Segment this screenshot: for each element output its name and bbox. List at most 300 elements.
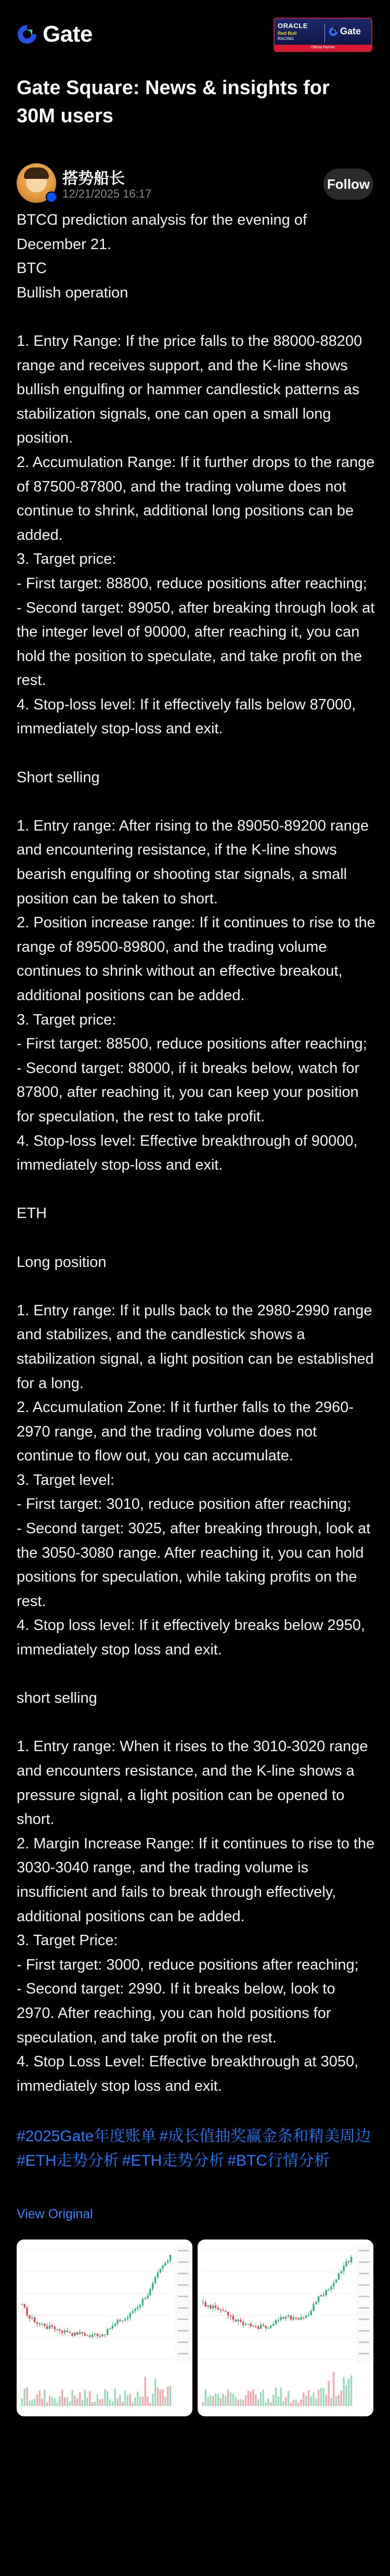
candle-body <box>341 2271 342 2273</box>
hashtag-link[interactable]: #2025Gate年度账单 <box>17 2128 157 2145</box>
volume-bar <box>142 2397 144 2406</box>
price-scale-tick <box>359 2250 369 2251</box>
volume-bar <box>149 2403 151 2406</box>
post-timestamp: 12/21/2025 16:17 <box>62 187 152 200</box>
volume-bar <box>270 2402 271 2406</box>
volume-bar <box>267 2398 269 2406</box>
hashtag-link[interactable]: #成长值抽奖赢金条和精美周边 <box>159 2128 371 2145</box>
volume-bar <box>227 2390 229 2406</box>
volume-bar <box>39 2391 41 2406</box>
candle-body <box>154 2277 156 2283</box>
candle-body <box>305 2315 307 2318</box>
top-bar <box>0 0 390 68</box>
volume-bar <box>79 2392 81 2406</box>
volume-bar <box>107 2391 108 2406</box>
volume-bar <box>323 2388 324 2406</box>
candle-body <box>112 2326 113 2328</box>
gate-small-logo-icon <box>329 27 338 36</box>
post-line: 3. Target level: <box>17 1471 115 1488</box>
sponsor-gate <box>329 26 361 37</box>
volume-bar <box>255 2394 256 2406</box>
post-line: 4. Stop-loss level: Effective breakthrough of 90000, immediately stop-loss and exit. <box>17 1132 362 1174</box>
volume-bar <box>49 2396 50 2406</box>
candle-body <box>157 2272 159 2277</box>
candle-body <box>272 2324 274 2326</box>
volume-bar <box>127 2396 128 2406</box>
candle-body <box>44 2324 45 2326</box>
volume-bar <box>240 2399 241 2406</box>
candle-body <box>122 2321 123 2322</box>
candle-body <box>39 2324 41 2325</box>
candle-body <box>275 2320 277 2324</box>
volume-bar <box>122 2402 123 2406</box>
price-scale-tick <box>178 2261 188 2263</box>
candle-body <box>265 2326 267 2328</box>
volume-bar <box>145 2377 146 2406</box>
volume-bar <box>202 2402 204 2406</box>
volume-bar <box>97 2394 98 2406</box>
candle-body <box>260 2325 262 2329</box>
brand-name: Gate <box>43 21 93 47</box>
candle-body <box>345 2261 347 2266</box>
volume-bar <box>330 2398 332 2406</box>
post-line: Short selling <box>17 769 100 786</box>
candle-body <box>293 2318 294 2320</box>
post-line: 3. Target price: <box>17 551 116 568</box>
candle-body <box>116 2320 118 2323</box>
candle-body <box>69 2332 71 2333</box>
volume-bar <box>225 2396 226 2406</box>
candle-body <box>303 2317 304 2318</box>
candle-body <box>114 2324 116 2326</box>
hashtag-link[interactable]: #ETH走势分析 <box>122 2152 225 2169</box>
volume-bar <box>335 2396 337 2406</box>
candle-body <box>315 2302 317 2304</box>
candle-body <box>328 2289 329 2290</box>
volume-bar <box>263 2390 264 2406</box>
candle-body <box>21 2304 23 2305</box>
hashtag-link[interactable]: #ETH走势分析 <box>17 2152 119 2169</box>
candle-body <box>310 2311 312 2315</box>
post-line: 4. Stop Loss Level: Effective breakthrough at 3050, immediately stop loss and exit. <box>17 2053 363 2094</box>
candle-body <box>245 2324 246 2325</box>
volume-bar <box>212 2396 214 2406</box>
candle-body <box>333 2283 334 2286</box>
post-line: - First target: 88500, reduce positions after reaching; <box>17 1035 367 1053</box>
candle-body <box>94 2334 96 2335</box>
volume-bar <box>295 2399 297 2406</box>
volume-bar <box>237 2400 239 2406</box>
sponsor-line-2: Red Bull <box>278 31 297 36</box>
price-scale-tick <box>359 2296 369 2297</box>
volume-bar <box>290 2403 292 2406</box>
post-line <box>17 789 375 814</box>
price-scale-tick <box>178 2307 188 2309</box>
volume-bar <box>318 2390 319 2406</box>
candle-body <box>142 2299 144 2305</box>
candle-body <box>109 2328 111 2329</box>
volume-bar <box>26 2387 28 2406</box>
verified-badge-icon <box>46 191 57 203</box>
candle-body <box>92 2335 93 2337</box>
volume-bar <box>248 2391 249 2406</box>
candle-body <box>160 2269 161 2272</box>
price-scale-tick <box>359 2307 369 2309</box>
volume-bar <box>282 2401 284 2406</box>
candle-body <box>270 2326 271 2328</box>
candle-body <box>205 2302 206 2307</box>
price-scale-tick <box>178 2284 188 2286</box>
chart-image-2[interactable] <box>198 2240 373 2416</box>
volume-bar <box>24 2389 25 2406</box>
post-line: 1. Entry range: If it pulls back to the 2980-2990 range and stabilizes, and the candlestick shows a stabilization signal, a light position can be established for a long. <box>17 1302 378 1392</box>
candle-body <box>250 2324 252 2326</box>
price-scale-tick <box>178 2296 188 2297</box>
volume-bar <box>99 2399 101 2406</box>
post-line: BTCⱭ prediction analysis for the evening of December 21. <box>17 212 311 253</box>
candle-body <box>162 2266 163 2269</box>
view-original-link[interactable]: View Original <box>17 2207 93 2221</box>
candle-body <box>84 2333 86 2336</box>
volume-bar <box>305 2396 307 2406</box>
volume-bar <box>348 2379 349 2406</box>
volume-bar <box>116 2398 118 2406</box>
candle-body <box>34 2318 35 2322</box>
volume-bar <box>328 2381 329 2406</box>
post-content <box>17 208 380 2098</box>
candle-body <box>323 2295 324 2296</box>
gate-logo[interactable] <box>17 21 93 48</box>
volume-bar <box>272 2395 274 2406</box>
volume-bar <box>67 2398 68 2406</box>
candle-body <box>242 2322 244 2325</box>
post-line <box>17 1177 375 1202</box>
price-scale-tick <box>178 2330 188 2332</box>
volume-bar <box>341 2391 342 2406</box>
volume-bar <box>36 2394 38 2406</box>
candle-body <box>220 2310 222 2311</box>
volume-bar <box>265 2402 267 2406</box>
chart-image-1[interactable] <box>17 2240 192 2416</box>
candle-body <box>127 2318 128 2319</box>
volume-bar <box>320 2388 322 2406</box>
follow-button[interactable]: Follow <box>323 169 373 200</box>
post-line: - First target: 3010, reduce position after reaching; <box>17 1496 352 1513</box>
volume-bar <box>245 2396 246 2406</box>
candle-body <box>134 2309 136 2311</box>
candle-body <box>227 2312 229 2315</box>
sponsor-oracle-redbull <box>278 22 322 46</box>
price-scale-tick <box>178 2341 188 2343</box>
candle-body <box>248 2324 249 2325</box>
candle-body <box>217 2308 219 2309</box>
post-line <box>17 1274 375 1299</box>
candle-body <box>313 2304 314 2311</box>
post-line: - First target: 88800, reduce positions after reaching; <box>17 575 367 592</box>
candle-body <box>290 2315 292 2320</box>
volume-bar <box>59 2397 60 2406</box>
volume-bar <box>112 2402 113 2406</box>
candle-body <box>132 2311 133 2313</box>
volume-bar <box>230 2392 231 2406</box>
post-line: 1. Entry range: After rising to the 89050-89200 range and encountering resistance, if the K-line shows bearish engulfing or shooting star signals, a small position can be taken to short. <box>17 817 373 907</box>
volume-bar <box>235 2397 237 2406</box>
eth-candlestick-chart-image <box>198 2240 373 2416</box>
candle-body <box>49 2325 50 2329</box>
candle-body <box>99 2336 101 2337</box>
post-line: Long position <box>17 1253 107 1271</box>
post-line: - Second target: 3025, after breaking through, look at the 3050-3080 range. After reaching it, you can hold positions for speculation, while taking profits on the rest. <box>17 1520 375 1610</box>
volume-bar <box>222 2394 224 2406</box>
candle-body <box>149 2289 151 2295</box>
candle-body <box>137 2307 138 2309</box>
volume-bar <box>326 2395 327 2406</box>
volume-bar <box>210 2395 211 2406</box>
candle-body <box>104 2334 106 2335</box>
post-line: 1. Entry Range: If the price falls to the 88000-88200 range and receives support, and the K-line shows bullish engulfing or hammer candlestick patterns as stabilization signals, one can open a small long position. <box>17 332 367 447</box>
volume-bar <box>152 2393 153 2406</box>
candle-body <box>335 2280 337 2283</box>
candle-body <box>97 2334 98 2336</box>
price-scale-tick <box>178 2250 188 2251</box>
price-scale-tick <box>359 2284 369 2286</box>
volume-bar <box>275 2388 277 2406</box>
post-line <box>17 741 375 766</box>
volume-bar <box>220 2398 222 2406</box>
volume-bar <box>167 2387 168 2406</box>
post-line: - Second target: 89050, after breaking through look at the integer level of 90000, after reaching it, you can hold the position to speculate, and take profit on the rest. <box>17 599 379 689</box>
candle-body <box>350 2257 352 2262</box>
candle-body <box>74 2332 75 2336</box>
post-line: Bullish operation <box>17 284 128 301</box>
volume-bar <box>29 2401 30 2406</box>
price-scale-tick <box>359 2273 369 2274</box>
candle-body <box>61 2331 63 2333</box>
candle-body <box>215 2306 216 2308</box>
price-scale-tick <box>178 2273 188 2274</box>
candle-body <box>147 2295 148 2298</box>
candle-body <box>300 2317 302 2320</box>
volume-bar <box>46 2402 48 2406</box>
candle-body <box>89 2335 90 2337</box>
candle-body <box>79 2332 81 2335</box>
volume-bar <box>215 2393 216 2406</box>
volume-bar <box>257 2400 259 2406</box>
sponsor-partner-name: Gate <box>340 26 361 36</box>
candle-body <box>257 2327 259 2329</box>
post-line <box>17 1711 375 1735</box>
volume-bar <box>300 2399 302 2406</box>
candle-body <box>295 2318 297 2319</box>
volume-bar <box>34 2399 35 2406</box>
volume-bar <box>64 2397 66 2406</box>
candle-body <box>31 2318 33 2319</box>
volume-bar <box>74 2395 75 2406</box>
volume-bar <box>313 2392 314 2406</box>
author-name[interactable]: 搭势船长 <box>62 170 125 187</box>
volume-bar <box>89 2391 90 2406</box>
post-line: - Second target: 2990. If it breaks below, look to 2970. After reaching, you can hold positions for speculation, and take profit on the rest. <box>17 1980 340 2046</box>
post-line: 4. Stop loss level: If it effectively breaks below 2950, immediately stop loss and exit. <box>17 1617 370 1659</box>
candle-body <box>170 2255 171 2261</box>
candle-body <box>119 2320 121 2321</box>
volume-bar <box>315 2399 317 2406</box>
sponsor-divider <box>324 24 325 43</box>
candle-body <box>320 2295 322 2297</box>
candle-body <box>29 2315 30 2319</box>
post-line: short selling <box>17 1690 97 1707</box>
candle-body <box>326 2290 327 2295</box>
volume-bar <box>137 2392 138 2406</box>
author-row <box>17 161 373 203</box>
candle-body <box>232 2316 234 2320</box>
candle-body <box>255 2326 256 2327</box>
volume-bar <box>242 2400 244 2406</box>
volume-bar <box>56 2403 58 2406</box>
candle-body <box>288 2315 289 2316</box>
volume-bar <box>139 2397 141 2406</box>
volume-bar <box>252 2389 254 2406</box>
volume-bar <box>124 2391 126 2406</box>
candle-body <box>338 2273 340 2279</box>
volume-bar <box>157 2388 159 2406</box>
candle-body <box>51 2325 53 2327</box>
candle-body <box>207 2305 209 2307</box>
volume-bar <box>280 2388 282 2406</box>
candle-body <box>240 2320 241 2322</box>
candle-body <box>107 2329 108 2335</box>
candle-body <box>285 2316 287 2319</box>
volume-bar <box>101 2399 103 2406</box>
volume-bar <box>333 2372 334 2406</box>
candle-body <box>145 2298 146 2299</box>
candle-body <box>139 2305 141 2307</box>
sponsor-banner[interactable] <box>274 18 372 52</box>
volume-bar <box>345 2385 347 2406</box>
volume-bar <box>160 2390 161 2406</box>
candle-body <box>348 2261 349 2262</box>
post-line: 4. Stop-loss level: If it effectively falls below 87000, immediately stop-loss and exit. <box>17 696 360 737</box>
candle-body <box>54 2327 56 2329</box>
candle-body <box>64 2331 66 2333</box>
volume-bar <box>147 2397 148 2406</box>
volume-bar <box>51 2397 53 2406</box>
post-line: 2. Margin Increase Range: If it continues to rise to the 3030-3040 range, and the trading volume is insufficient and fails to break through effectively, additional positions can be added. <box>17 1835 379 1925</box>
candle-body <box>230 2315 231 2316</box>
volume-bar <box>250 2392 252 2406</box>
volume-bar <box>114 2389 116 2406</box>
volume-bar <box>21 2399 23 2406</box>
candle-body <box>202 2302 204 2303</box>
sponsor-line-3: RACING <box>278 36 294 41</box>
volume-bar <box>31 2400 33 2406</box>
candle-body <box>86 2335 88 2336</box>
post-line: 3. Target Price: <box>17 1932 118 1949</box>
volume-bar <box>170 2386 171 2406</box>
post-line: 1. Entry range: When it rises to the 3010-3020 range and encounters resistance, and the K-line shows a pressure signal, a light position can be opened to short. <box>17 1738 372 1828</box>
post-line: BTC <box>17 260 47 277</box>
price-scale-tick <box>359 2261 369 2263</box>
candle-body <box>222 2310 224 2311</box>
candle-body <box>164 2263 166 2266</box>
volume-bar <box>119 2395 121 2406</box>
candle-body <box>252 2326 254 2327</box>
candle-body <box>59 2329 60 2331</box>
post-line: 2. Position increase range: If it continues to rise to the range of 89500-89800, and the trading volume continues to shrink without an effective breakout, additional positions can be added. <box>17 914 380 1004</box>
post-line: 3. Target price: <box>17 1011 116 1028</box>
volume-bar <box>207 2397 209 2406</box>
avatar-hair <box>24 167 49 179</box>
volume-bar <box>54 2399 56 2406</box>
post-line: 2. Accumulation Zone: If it further falls to the 2960-2970 range, and the trading volume does not continue to flow out, you can accumulate. <box>17 1399 354 1465</box>
sponsor-line-1: ORACLE <box>278 22 308 30</box>
volume-bar <box>109 2399 111 2406</box>
candle-body <box>212 2306 214 2309</box>
price-scale-tick <box>359 2330 369 2332</box>
btc-candlestick-chart-image <box>17 2240 192 2416</box>
volume-bar <box>164 2397 166 2406</box>
volume-bar <box>285 2397 287 2406</box>
post-line <box>17 1226 375 1250</box>
volume-bar <box>82 2400 83 2406</box>
candle-body <box>36 2322 38 2324</box>
volume-bar <box>297 2403 299 2406</box>
candle-body <box>267 2328 269 2329</box>
volume-bar <box>293 2400 294 2406</box>
candle-body <box>26 2308 28 2315</box>
volume-bar <box>278 2396 279 2406</box>
volume-bar <box>104 2389 106 2406</box>
post-line <box>17 1662 375 1687</box>
post-line: ETH <box>17 1205 47 1222</box>
candle-body <box>152 2283 153 2289</box>
post-line: - First target: 3000, reduce positions after reaching; <box>17 1956 359 1973</box>
hashtag-link[interactable]: #BTC行情分析 <box>227 2152 330 2169</box>
candle-body <box>235 2320 237 2322</box>
candle-body <box>101 2334 103 2336</box>
candle-body <box>330 2286 332 2289</box>
candle-body <box>76 2332 78 2335</box>
volume-bar <box>69 2402 71 2406</box>
price-scale-tick <box>359 2319 369 2320</box>
candle-body <box>280 2317 282 2320</box>
volume-bar <box>94 2401 96 2406</box>
volume-bar <box>71 2390 73 2406</box>
gate-logo-icon <box>17 24 37 45</box>
post-line: - Second target: 88000, if it breaks below, watch for 87800, after reaching it, you can keep your position for speculation, the rest to take profit. <box>17 1059 364 1125</box>
volume-bar <box>162 2389 163 2406</box>
volume-bar <box>343 2377 344 2406</box>
candle-body <box>124 2319 126 2320</box>
volume-bar <box>338 2394 340 2406</box>
candle-body <box>225 2311 226 2312</box>
price-scale-tick <box>359 2341 369 2343</box>
volume-bar <box>310 2396 312 2406</box>
volume-bar <box>41 2398 43 2406</box>
candle-body <box>263 2325 264 2326</box>
candle-body <box>82 2332 83 2333</box>
page-title: Gate Square: News & insights for 30M users <box>17 77 330 127</box>
candle-body <box>46 2326 48 2329</box>
candle-body <box>71 2333 73 2336</box>
volume-bar <box>303 2392 304 2406</box>
candle-body <box>67 2331 68 2332</box>
candle-body <box>210 2305 211 2308</box>
post-line <box>17 305 375 329</box>
volume-bar <box>205 2389 206 2406</box>
volume-bar <box>217 2394 219 2406</box>
candle-body <box>297 2319 299 2320</box>
